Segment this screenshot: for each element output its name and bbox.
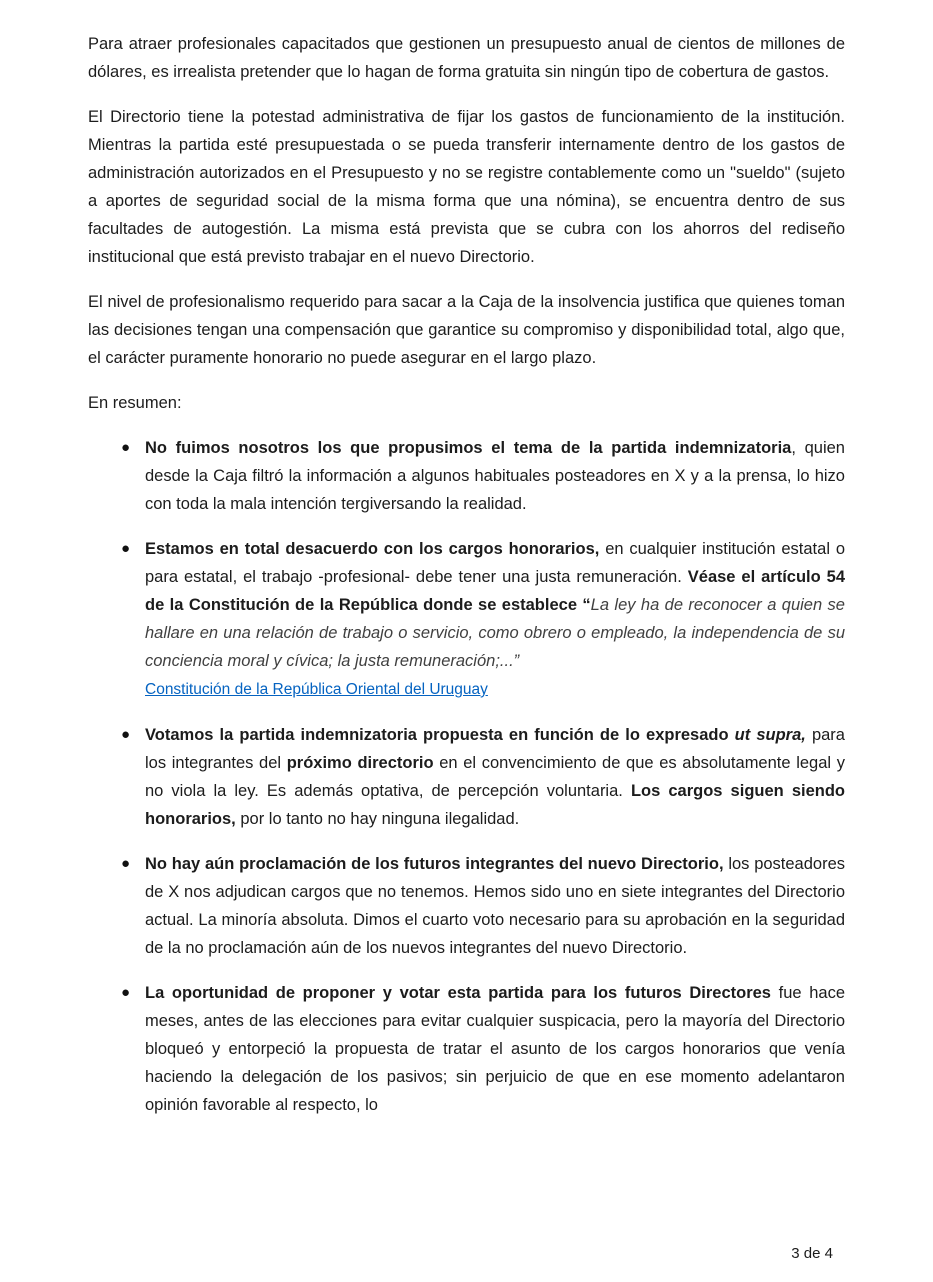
page-number: 3 de 4 [791,1245,833,1262]
text-run: en el convencimiento de que es absolutamente legal y no viola la ley. Es además optativa, de percepción voluntaria. [145,754,845,800]
text-run: Los cargos siguen siendo honorarios, [145,782,845,828]
text-run: Votamos la partida indemnizatoria propuesta en función de lo expresado [145,726,735,744]
bullet-icon: ● [121,540,131,557]
bullet-text [145,535,845,704]
text-run: La ley ha de reconocer a quien se hallare en una relación de trabajo o servicio, como obrero o empleado, la independencia de su conciencia moral y cívica; la justa remuneración;...” [145,596,845,670]
text-run: Para atraer profesionales capacitados que gestionen un presupuesto anual de cientos de millones de dólares, es irrealista pretender que lo hagan de forma gratuita sin ningún tipo de cobertura de gastos. [88,35,845,81]
text-run: próximo directorio [286,754,434,772]
constitution-link[interactable]: Constitución de la República Oriental del Uruguay [145,681,488,698]
text-run: El Directorio tiene la potestad administrativa de fijar los gastos de funcionamiento de la institución. Mientras la partida esté presupuestada o se pueda transferir internamente dentro de los gastos de administración autorizados en el Presupuesto y no se registre contablemente como un "sueldo" (sujeto a aportes de seguridad social de la misma forma que una nómina), se encuentra dentro de sus facultades de autogestión. La misma está prevista que se cubra con los ahorros del rediseño institucional que está previsto trabajar en el nuevo Directorio. [88,108,845,266]
text-run: fue hace meses, antes de las elecciones para evitar cualquier suspicacia, pero la mayoría del Directorio bloqueó y entorpeció la propuesta de tratar el asunto de los cargos honorarios que venía haciendo la delegación de los pasivos; sin perjuicio de que en ese momento adelantaron opinión favorable al respecto, lo [145,984,845,1114]
text-run: No fuimos nosotros los que propusimos el tema de la partida indemnizatoria [145,439,792,457]
text-run: ut supra, [734,726,806,744]
bullet-item [88,979,845,1119]
paragraph [88,30,845,86]
text-run: Véase el artículo 54 de la Constitución de la República donde se establece “ [145,568,845,614]
text-run: por lo tanto no hay ninguna ilegalidad. [235,810,520,828]
bullet-text [145,434,845,518]
bullet-icon: ● [121,984,131,1001]
bullet-item [88,535,845,704]
text-run: En resumen: [88,394,182,412]
bullet-text [145,850,845,962]
bullet-icon: ● [121,855,131,872]
bullet-text [145,721,845,833]
text-run: en cualquier institución estatal o para estatal, el trabajo -profesional- debe tener una justa remuneración. [145,540,845,586]
paragraph [88,103,845,271]
document-body [88,30,845,1136]
bullet-item [88,721,845,833]
text-run: La oportunidad de proponer y votar esta partida para los futuros Directores [145,984,771,1002]
text-run: para los integrantes del [145,726,845,772]
text-run: El nivel de profesionalismo requerido para sacar a la Caja de la insolvencia justifica que quienes toman las decisiones tengan una compensación que garantice su compromiso y disponibilidad total, algo que, el carácter puramente honorario no puede asegurar en el largo plazo. [88,293,845,367]
text-run: Estamos en total desacuerdo con los cargos honorarios, [145,540,600,558]
bullet-icon: ● [121,726,131,743]
bullet-item [88,850,845,962]
paragraph [88,288,845,372]
text-run: No hay aún proclamación de los futuros integrantes del nuevo Directorio, [145,855,724,873]
bullet-text [145,979,845,1119]
bullet-icon: ● [121,439,131,456]
bullet-item [88,434,845,518]
paragraph [88,389,845,417]
text-run: , quien desde la Caja filtró la información a algunos habituales posteadores en X y a la prensa, lo hizo con toda la mala intención tergiversando la realidad. [145,439,845,513]
text-run: los posteadores de X nos adjudican cargos que no tenemos. Hemos sido uno en siete integrantes del Directorio actual. La minoría absoluta. Dimos el cuarto voto necesario para su aprobación en la seguridad de la no proclamación aún de los nuevos integrantes del nuevo Directorio. [145,855,846,957]
